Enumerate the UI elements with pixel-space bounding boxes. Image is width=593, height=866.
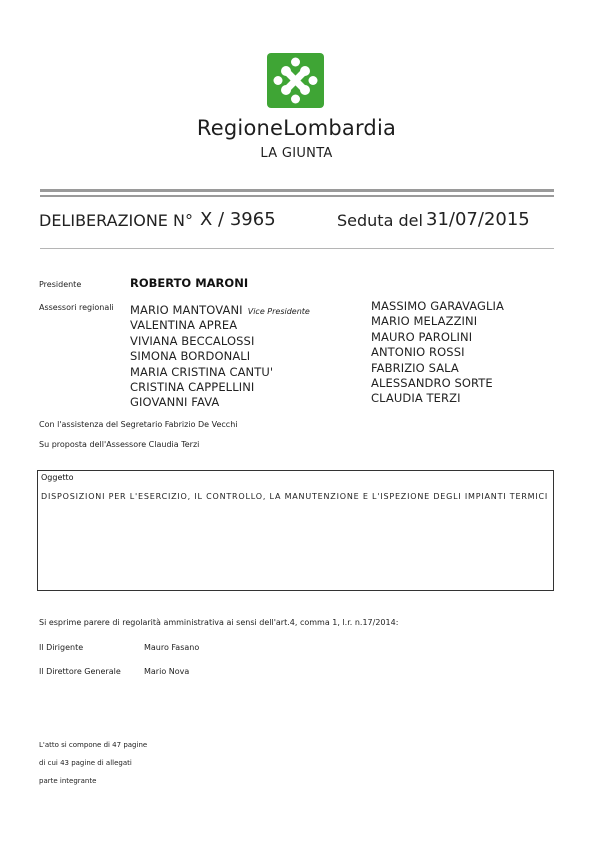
assessor-entry	[130, 376, 310, 394]
assessor-role: Vice Presidente	[247, 307, 310, 316]
direttore-name: Mario Nova	[144, 667, 190, 676]
assessor-name: MARIO MELAZZINI	[371, 314, 478, 329]
assessor-name: VIVIANA BECCALOSSI	[130, 333, 255, 348]
proposal-line: Su proposta dell'Assessore Claudia Terzi	[39, 440, 200, 449]
assessors-right-column	[371, 299, 504, 407]
assessor-name: CRISTINA CAPPELLINI	[130, 379, 255, 394]
assessor-name: ANTONIO ROSSI	[371, 345, 465, 360]
assessor-entry	[130, 299, 310, 317]
president-label: Presidente	[39, 280, 82, 289]
assessor-name: MARIO MANTOVANI	[130, 303, 243, 317]
page-count: L'atto si compone di 47 pagine	[39, 741, 148, 749]
assessor-name: ALESSANDRO SORTE	[371, 375, 493, 390]
header-divider	[40, 189, 554, 192]
opinion-statement: Si esprime parere di regolarità amministrativa ai sensi dell'art.4, comma 1, l.r. n.17/2014:	[39, 618, 399, 627]
assessor-name: FABRIZIO SALA	[371, 360, 459, 375]
subject-title: Oggetto	[41, 473, 74, 482]
assessor-name: VALENTINA APREA	[130, 318, 238, 333]
assessor-name: MASSIMO GARAVAGLIA	[371, 299, 505, 313]
subject-text: DISPOSIZIONI PER L'ESERCIZIO, IL CONTROLLO, LA MANUTENZIONE E L'ISPEZIONE DEGLI IMPIANTI TERMICI	[41, 492, 549, 501]
deliberation-divider	[40, 248, 554, 249]
dirigente-label: Il Dirigente	[39, 643, 84, 652]
subject-box	[37, 470, 554, 591]
deliberation-number: X / 3965	[200, 209, 276, 230]
header-divider-secondary	[40, 195, 554, 197]
assessor-entry	[130, 330, 310, 348]
assessor-name: MAURO PAROLINI	[371, 329, 473, 344]
assessor-name: CLAUDIA TERZI	[371, 391, 461, 406]
assessor-entry	[130, 361, 310, 379]
president-name: ROBERTO MARONI	[130, 276, 249, 290]
assessor-name: MARIA CRISTINA CANTU'	[130, 364, 274, 379]
direttore-label: Il Direttore Generale	[39, 667, 121, 676]
session-label: Seduta del	[337, 211, 423, 230]
lombardy-rose-icon	[267, 53, 324, 108]
assessors-left-column	[130, 299, 310, 410]
brand-subtitle: LA GIUNTA	[260, 146, 333, 161]
session-date: 31/07/2015	[426, 209, 530, 230]
brand-name: RegioneLombardia	[196, 116, 397, 140]
assessor-name: GIOVANNI FAVA	[130, 395, 220, 410]
secretary-assistance: Con l'assistenza del Segretario Fabrizio De Vecchi	[39, 420, 238, 429]
assessor-name: SIMONA BORDONALI	[130, 349, 251, 364]
integral-part: parte integrante	[39, 777, 97, 785]
attachment-count: di cui 43 pagine di allegati	[39, 759, 132, 767]
brand-title	[0, 116, 593, 140]
dirigente-name: Mauro Fasano	[144, 643, 200, 652]
deliberation-label: DELIBERAZIONE N°	[39, 211, 193, 230]
assessors-label: Assessori regionali	[39, 303, 114, 312]
assessor-entry	[130, 345, 310, 364]
assessor-entry	[130, 314, 310, 333]
